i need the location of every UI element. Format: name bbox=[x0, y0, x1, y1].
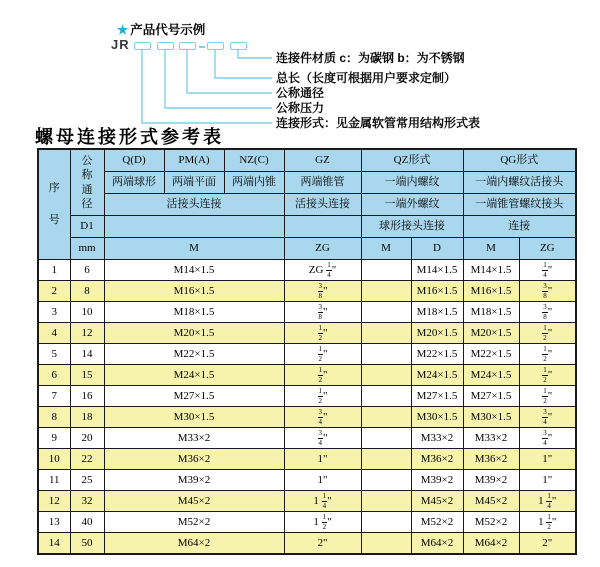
cell-qg-zg: 2" bbox=[519, 533, 576, 555]
cell-m: M27×1.5 bbox=[104, 386, 284, 407]
cell-qz-m bbox=[361, 470, 411, 491]
cell-zg: $\frac{1}{2}$ " bbox=[284, 344, 361, 365]
cell-zg: $\frac{1}{2}$ " bbox=[284, 365, 361, 386]
header-qz-desc2: 一端外螺纹 bbox=[361, 194, 463, 216]
cell-qz-m bbox=[361, 281, 411, 302]
cell-qz-m bbox=[361, 323, 411, 344]
header-qg-desc1: 一端内螺纹活接头 bbox=[463, 172, 576, 194]
cell-m: M33×2 bbox=[104, 428, 284, 449]
header-seq: 序号 bbox=[38, 149, 70, 260]
label-length: 总长（长度可根据用户要求定制） bbox=[276, 71, 457, 85]
cell-zg: 1 $\frac{1}{4}$ " bbox=[284, 491, 361, 512]
header-qz-desc1: 一端内螺纹 bbox=[361, 172, 463, 194]
cell-zg: $\frac{1}{2}$ " bbox=[284, 323, 361, 344]
cell-qg-zg: $\frac{3}{4}$ " bbox=[519, 428, 576, 449]
cell-qz-m bbox=[361, 386, 411, 407]
cell-qg-zg: $\frac{1}{2}$ " bbox=[519, 365, 576, 386]
header-qz-desc3: 球形接头连接 bbox=[361, 216, 463, 238]
cell-m: M24×1.5 bbox=[104, 365, 284, 386]
cell-zg: $\frac{3}{4}$ " bbox=[284, 407, 361, 428]
cell-mm: 25 bbox=[70, 470, 104, 491]
cell-seq: 3 bbox=[38, 302, 70, 323]
cell-zg: 1 $\frac{1}{2}$ " bbox=[284, 512, 361, 533]
cell-mm: 8 bbox=[70, 281, 104, 302]
cell-qg-m: M24×1.5 bbox=[463, 365, 519, 386]
header-qg-desc2: 一端锥管螺纹接头 bbox=[463, 194, 576, 216]
header-nominal-diameter: 公称通径 bbox=[70, 149, 104, 216]
cell-qg-m: M16×1.5 bbox=[463, 281, 519, 302]
cell-qz-d: M16×1.5 bbox=[411, 281, 463, 302]
cell-qg-zg: $\frac{1}{2}$ " bbox=[519, 386, 576, 407]
code-box-3 bbox=[179, 42, 196, 50]
cell-qg-m: M64×2 bbox=[463, 533, 519, 555]
cell-qz-d: M30×1.5 bbox=[411, 407, 463, 428]
cell-qg-m: M22×1.5 bbox=[463, 344, 519, 365]
header-blank-gz bbox=[284, 216, 361, 238]
cell-qz-d: M22×1.5 bbox=[411, 344, 463, 365]
header-nz-desc: 两端内锥 bbox=[224, 172, 284, 194]
cell-qz-m bbox=[361, 260, 411, 281]
cell-seq: 12 bbox=[38, 491, 70, 512]
cell-zg: $\frac{3}{8}$ " bbox=[284, 281, 361, 302]
cell-zg: $\frac{1}{2}$ " bbox=[284, 386, 361, 407]
table-title: 螺母连接形式参考表 bbox=[35, 127, 224, 148]
table-row bbox=[38, 491, 576, 512]
cell-qz-d: M33×2 bbox=[411, 428, 463, 449]
header-pm-desc: 两端平面 bbox=[164, 172, 224, 194]
cell-qz-d: M39×2 bbox=[411, 470, 463, 491]
cell-m: M45×2 bbox=[104, 491, 284, 512]
header-qg-desc3: 连接 bbox=[463, 216, 576, 238]
code-prefix: JR bbox=[111, 37, 130, 52]
header-gz-join: 活接头连接 bbox=[284, 194, 361, 216]
header-q-desc: 两端球形 bbox=[104, 172, 164, 194]
header-zg: ZG bbox=[284, 238, 361, 260]
cell-qz-m bbox=[361, 533, 411, 555]
table-row bbox=[38, 533, 576, 555]
code-box-5 bbox=[230, 42, 247, 50]
header-d1: D1 bbox=[70, 216, 104, 238]
cell-qz-m bbox=[361, 407, 411, 428]
cell-qg-zg: $\frac{1}{4}$ " bbox=[519, 260, 576, 281]
cell-qg-zg: 1 $\frac{1}{2}$ " bbox=[519, 512, 576, 533]
cell-seq: 11 bbox=[38, 470, 70, 491]
cell-qz-d: M20×1.5 bbox=[411, 323, 463, 344]
cell-zg: 1" bbox=[284, 470, 361, 491]
cell-qz-d: M64×2 bbox=[411, 533, 463, 555]
header-union-join: 活接头连接 bbox=[104, 194, 284, 216]
label-diameter: 公称通径 bbox=[276, 86, 325, 100]
cell-mm: 16 bbox=[70, 386, 104, 407]
cell-qg-m: M39×2 bbox=[463, 470, 519, 491]
code-box-4 bbox=[207, 42, 224, 50]
cell-seq: 13 bbox=[38, 512, 70, 533]
header-qz: QZ形式 bbox=[361, 149, 463, 172]
cell-qg-m: M20×1.5 bbox=[463, 323, 519, 344]
cell-qg-zg: 1 $\frac{1}{4}$ " bbox=[519, 491, 576, 512]
header-nz: NZ(C) bbox=[224, 149, 284, 172]
cell-qg-zg: 1" bbox=[519, 449, 576, 470]
header-qz-m: M bbox=[361, 238, 411, 260]
diagram-title bbox=[117, 20, 205, 38]
header-m: M bbox=[104, 238, 284, 260]
cell-seq: 5 bbox=[38, 344, 70, 365]
cell-qg-m: M33×2 bbox=[463, 428, 519, 449]
cell-qg-zg: $\frac{1}{2}$ " bbox=[519, 323, 576, 344]
cell-mm: 50 bbox=[70, 533, 104, 555]
table-row bbox=[38, 470, 576, 491]
table-row bbox=[38, 323, 576, 344]
cell-seq: 10 bbox=[38, 449, 70, 470]
cell-m: M14×1.5 bbox=[104, 260, 284, 281]
cell-qz-d: M52×2 bbox=[411, 512, 463, 533]
star-icon: ★ bbox=[117, 23, 129, 37]
cell-zg: 2" bbox=[284, 533, 361, 555]
table-body bbox=[38, 260, 576, 555]
table-header bbox=[38, 149, 576, 260]
label-material: 连接件材质 c：为碳钢 b：为不锈钢 bbox=[276, 51, 465, 65]
cell-seq: 7 bbox=[38, 386, 70, 407]
table-row bbox=[38, 512, 576, 533]
cell-qg-m: M18×1.5 bbox=[463, 302, 519, 323]
cell-mm: 18 bbox=[70, 407, 104, 428]
header-pm: PM(A) bbox=[164, 149, 224, 172]
connector-line-length bbox=[215, 50, 272, 78]
cell-mm: 32 bbox=[70, 491, 104, 512]
cell-qg-m: M36×2 bbox=[463, 449, 519, 470]
header-q: Q(D) bbox=[104, 149, 164, 172]
code-dash bbox=[199, 46, 205, 48]
header-blank-m bbox=[104, 216, 284, 238]
cell-seq: 8 bbox=[38, 407, 70, 428]
cell-m: M18×1.5 bbox=[104, 302, 284, 323]
cell-qz-m bbox=[361, 512, 411, 533]
table-row bbox=[38, 344, 576, 365]
table-row bbox=[38, 260, 576, 281]
cell-qg-zg: $\frac{1}{2}$ " bbox=[519, 344, 576, 365]
cell-zg: $\frac{3}{8}$ " bbox=[284, 302, 361, 323]
connector-line-connection bbox=[142, 50, 272, 123]
connector-line-material bbox=[238, 50, 272, 58]
header-qg-zg: ZG bbox=[519, 238, 576, 260]
connector-line-diameter bbox=[187, 50, 272, 93]
cell-mm: 10 bbox=[70, 302, 104, 323]
table-row bbox=[38, 407, 576, 428]
cell-mm: 22 bbox=[70, 449, 104, 470]
cell-m: M39×2 bbox=[104, 470, 284, 491]
cell-mm: 15 bbox=[70, 365, 104, 386]
cell-qz-m bbox=[361, 449, 411, 470]
cell-qz-m bbox=[361, 344, 411, 365]
cell-qz-m bbox=[361, 491, 411, 512]
table-row bbox=[38, 386, 576, 407]
header-mm: mm bbox=[70, 238, 104, 260]
cell-m: M36×2 bbox=[104, 449, 284, 470]
cell-m: M30×1.5 bbox=[104, 407, 284, 428]
cell-seq: 2 bbox=[38, 281, 70, 302]
header-qg: QG形式 bbox=[463, 149, 576, 172]
cell-qg-m: M30×1.5 bbox=[463, 407, 519, 428]
cell-mm: 40 bbox=[70, 512, 104, 533]
cell-qg-zg: $\frac{3}{8}$ " bbox=[519, 281, 576, 302]
cell-seq: 6 bbox=[38, 365, 70, 386]
cell-qg-m: M45×2 bbox=[463, 491, 519, 512]
header-gz-desc: 两端锥管 bbox=[284, 172, 361, 194]
cell-zg: ZG $\frac{1}{4}$ " bbox=[284, 260, 361, 281]
cell-mm: 14 bbox=[70, 344, 104, 365]
cell-m: M20×1.5 bbox=[104, 323, 284, 344]
cell-qg-zg: $\frac{3}{4}$ " bbox=[519, 407, 576, 428]
cell-m: M22×1.5 bbox=[104, 344, 284, 365]
cell-zg: 1" bbox=[284, 449, 361, 470]
table-row bbox=[38, 428, 576, 449]
cell-qz-m bbox=[361, 428, 411, 449]
cell-qz-d: M14×1.5 bbox=[411, 260, 463, 281]
cell-mm: 12 bbox=[70, 323, 104, 344]
header-gz: GZ bbox=[284, 149, 361, 172]
cell-seq: 1 bbox=[38, 260, 70, 281]
cell-mm: 20 bbox=[70, 428, 104, 449]
header-qg-m: M bbox=[463, 238, 519, 260]
cell-mm: 6 bbox=[70, 260, 104, 281]
diagram-title-text: 产品代号示例 bbox=[130, 23, 206, 37]
cell-qg-zg: 1" bbox=[519, 470, 576, 491]
cell-m: M64×2 bbox=[104, 533, 284, 555]
cell-zg: $\frac{3}{4}$ " bbox=[284, 428, 361, 449]
cell-seq: 14 bbox=[38, 533, 70, 555]
code-box-1 bbox=[134, 42, 151, 50]
cell-qg-zg: $\frac{3}{8}$ " bbox=[519, 302, 576, 323]
cell-qg-m: M52×2 bbox=[463, 512, 519, 533]
nut-connection-reference-table bbox=[37, 148, 577, 555]
table-row bbox=[38, 281, 576, 302]
label-connection: 连接形式：见金属软管常用结构形式表 bbox=[276, 116, 481, 130]
cell-qz-d: M45×2 bbox=[411, 491, 463, 512]
cell-m: M52×2 bbox=[104, 512, 284, 533]
cell-qz-m bbox=[361, 302, 411, 323]
cell-qg-m: M27×1.5 bbox=[463, 386, 519, 407]
cell-qz-d: M18×1.5 bbox=[411, 302, 463, 323]
cell-seq: 4 bbox=[38, 323, 70, 344]
cell-qz-m bbox=[361, 365, 411, 386]
header-qz-d: D bbox=[411, 238, 463, 260]
label-pressure: 公称压力 bbox=[276, 101, 325, 115]
cell-qg-m: M14×1.5 bbox=[463, 260, 519, 281]
cell-seq: 9 bbox=[38, 428, 70, 449]
table-row bbox=[38, 449, 576, 470]
code-box-2 bbox=[157, 42, 174, 50]
cell-qz-d: M27×1.5 bbox=[411, 386, 463, 407]
cell-m: M16×1.5 bbox=[104, 281, 284, 302]
cell-qz-d: M36×2 bbox=[411, 449, 463, 470]
cell-qz-d: M24×1.5 bbox=[411, 365, 463, 386]
table-row bbox=[38, 302, 576, 323]
table-row bbox=[38, 365, 576, 386]
